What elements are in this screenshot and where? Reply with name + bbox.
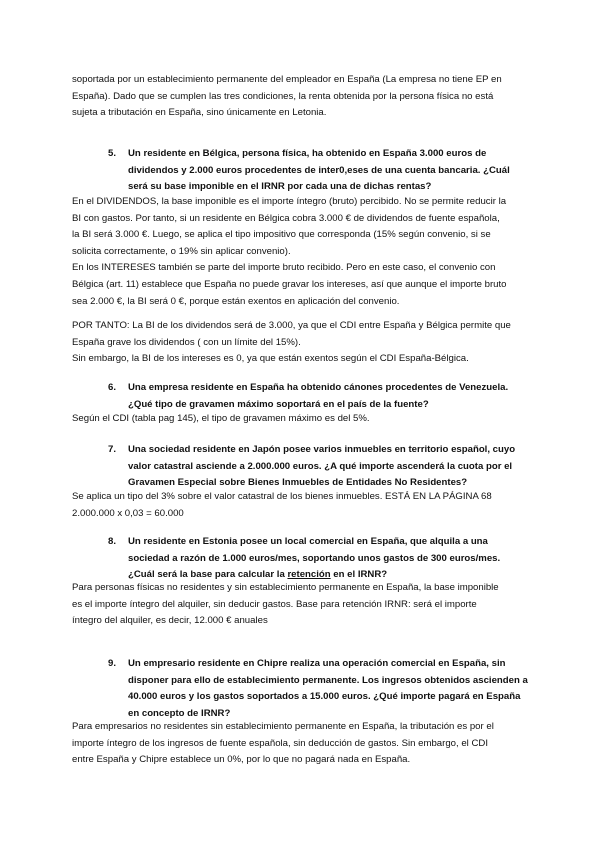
question-6 (108, 380, 532, 413)
question-text: en el IRNR? (330, 569, 388, 581)
text-line: íntegro del alquiler, es decir, 12.000 € anuales (72, 615, 268, 627)
text-line: sea 2.000 €, la BI será 0 €, porque están exentos en aplicación del convenio. (72, 295, 400, 307)
text-line: entre España y Chipre establece un 0%, por lo que no pagará nada en España. (72, 754, 411, 766)
question-line: Un empresario residente en Chipre realiza una operación comercial en España, sin (128, 658, 506, 669)
answer-5-part-2 (72, 318, 532, 368)
text-line: BI con gastos. Por tanto, si un residente en Bélgica cobra 3.000 € de dividendos de fuente española, (72, 212, 500, 224)
text-line: En el DIVIDENDOS, la base imponible es el importe íntegro (bruto) percibido. No se permite reducir la (72, 196, 507, 207)
text-line: soportada por un establecimiento permanente del empleador en España (La empresa no tiene EP en (72, 74, 502, 85)
question-number: 7. (108, 444, 117, 455)
text-line: POR TANTO: La BI de los dividendos será de 3.000, ya que el CDI entre España y Bélgica permite que (72, 320, 511, 331)
text-line: 2.000.000 x 0,03 = 60.000 (72, 507, 184, 519)
text-line: es el importe íntegro del alquiler, sin deducir gastos. Base para retención IRNR: será el importe (72, 598, 477, 610)
question-number: 6. (108, 382, 117, 393)
text-line: importe íntegro de los ingresos de fuente española, sin deducción de gastos. Sin embargo, el CDI (72, 737, 488, 749)
answer-7 (72, 489, 532, 522)
question-number: 8. (108, 536, 117, 547)
underlined-term: retención (287, 569, 331, 581)
question-7 (108, 442, 532, 492)
question-line: dividendos y 2.000 euros procedentes de inter0,eses de una cuenta bancaria. ¿Cuál (128, 164, 510, 176)
question-number: 9. (108, 658, 117, 669)
question-line: valor catastral asciende a 2.000.000 euros. ¿A qué importe ascenderá la cuota por el (128, 460, 513, 472)
text-line: Bélgica (art. 11) establece que España no puede gravar los intereses, así que aunque el importe bruto (72, 278, 507, 290)
text-line: Para personas físicas no residentes y sin establecimiento permanente en España, la base imponible (72, 582, 499, 593)
intro-paragraph (72, 72, 532, 122)
text-line: sujeta a tributación en España, sino únicamente en Letonia. (72, 107, 327, 119)
text-line: Según el CDI (tabla pag 145), el tipo de gravamen máximo es del 5%. (72, 413, 370, 424)
question-line: sociedad a razón de 1.000 euros/mes, soportando unos gastos de 300 euros/mes. (128, 552, 501, 564)
question-line: Una empresa residente en España ha obtenido cánones procedentes de Venezuela. (128, 382, 509, 393)
question-line: Un residente en Estonia posee un local comercial en España, que alquila a una (128, 536, 488, 547)
question-line: será su base imponible en el IRNR por cada una de dichas rentas? (128, 181, 432, 193)
text-line: Sin embargo, la BI de los intereses es 0, ya que están exentos según el CDI España-Bélgica. (72, 353, 469, 365)
text-line: En los INTERESES también se parte del importe bruto recibido. Pero en este caso, el convenio con (72, 262, 496, 274)
question-text: ¿Cuál será la base para calcular la (128, 569, 288, 581)
question-line: en concepto de IRNR? (128, 707, 231, 719)
text-line: solicita correctamente, o 19% sin aplicar convenio). (72, 245, 291, 257)
answer-8 (72, 580, 532, 630)
text-line: España grave los dividendos ( con un límite del 15%). (72, 336, 301, 348)
text-line: Se aplica un tipo del 3% sobre el valor catastral de los bienes inmuebles. ESTÁ EN LA PÁGINA 68 (72, 491, 492, 502)
answer-5-part-1 (72, 194, 532, 310)
text-line: España). Dado que se cumplen las tres condiciones, la renta obtenida por la persona física no está (72, 90, 494, 102)
question-number: 5. (108, 148, 117, 159)
question-line: disponer para ello de establecimiento permanente. Los ingresos obtenidos ascienden a (128, 674, 528, 686)
text-line: Para empresarios no residentes sin establecimiento permanente en España, la tributación es por el (72, 721, 494, 732)
question-line: Gravamen Especial sobre Bienes Inmuebles de Entidades No Residentes? (128, 477, 468, 489)
question-8 (108, 534, 532, 584)
question-line: 40.000 euros y los gastos soportados a 15.000 euros. ¿Qué importe pagará en España (128, 691, 521, 703)
question-line: ¿Qué tipo de gravamen máximo soportará en el país de la fuente? (128, 398, 429, 410)
question-9 (108, 656, 532, 722)
text-line: la BI será 3.000 €. Luego, se aplica el tipo impositivo que corresponda (15% según convenio, si se (72, 229, 491, 241)
answer-6 (72, 411, 532, 428)
question-5 (108, 146, 532, 196)
question-line: Una sociedad residente en Japón posee varios inmuebles en territorio español, cuyo (128, 444, 516, 455)
question-line: Un residente en Bélgica, persona física, ha obtenido en España 3.000 euros de (128, 148, 487, 159)
answer-9 (72, 719, 532, 769)
